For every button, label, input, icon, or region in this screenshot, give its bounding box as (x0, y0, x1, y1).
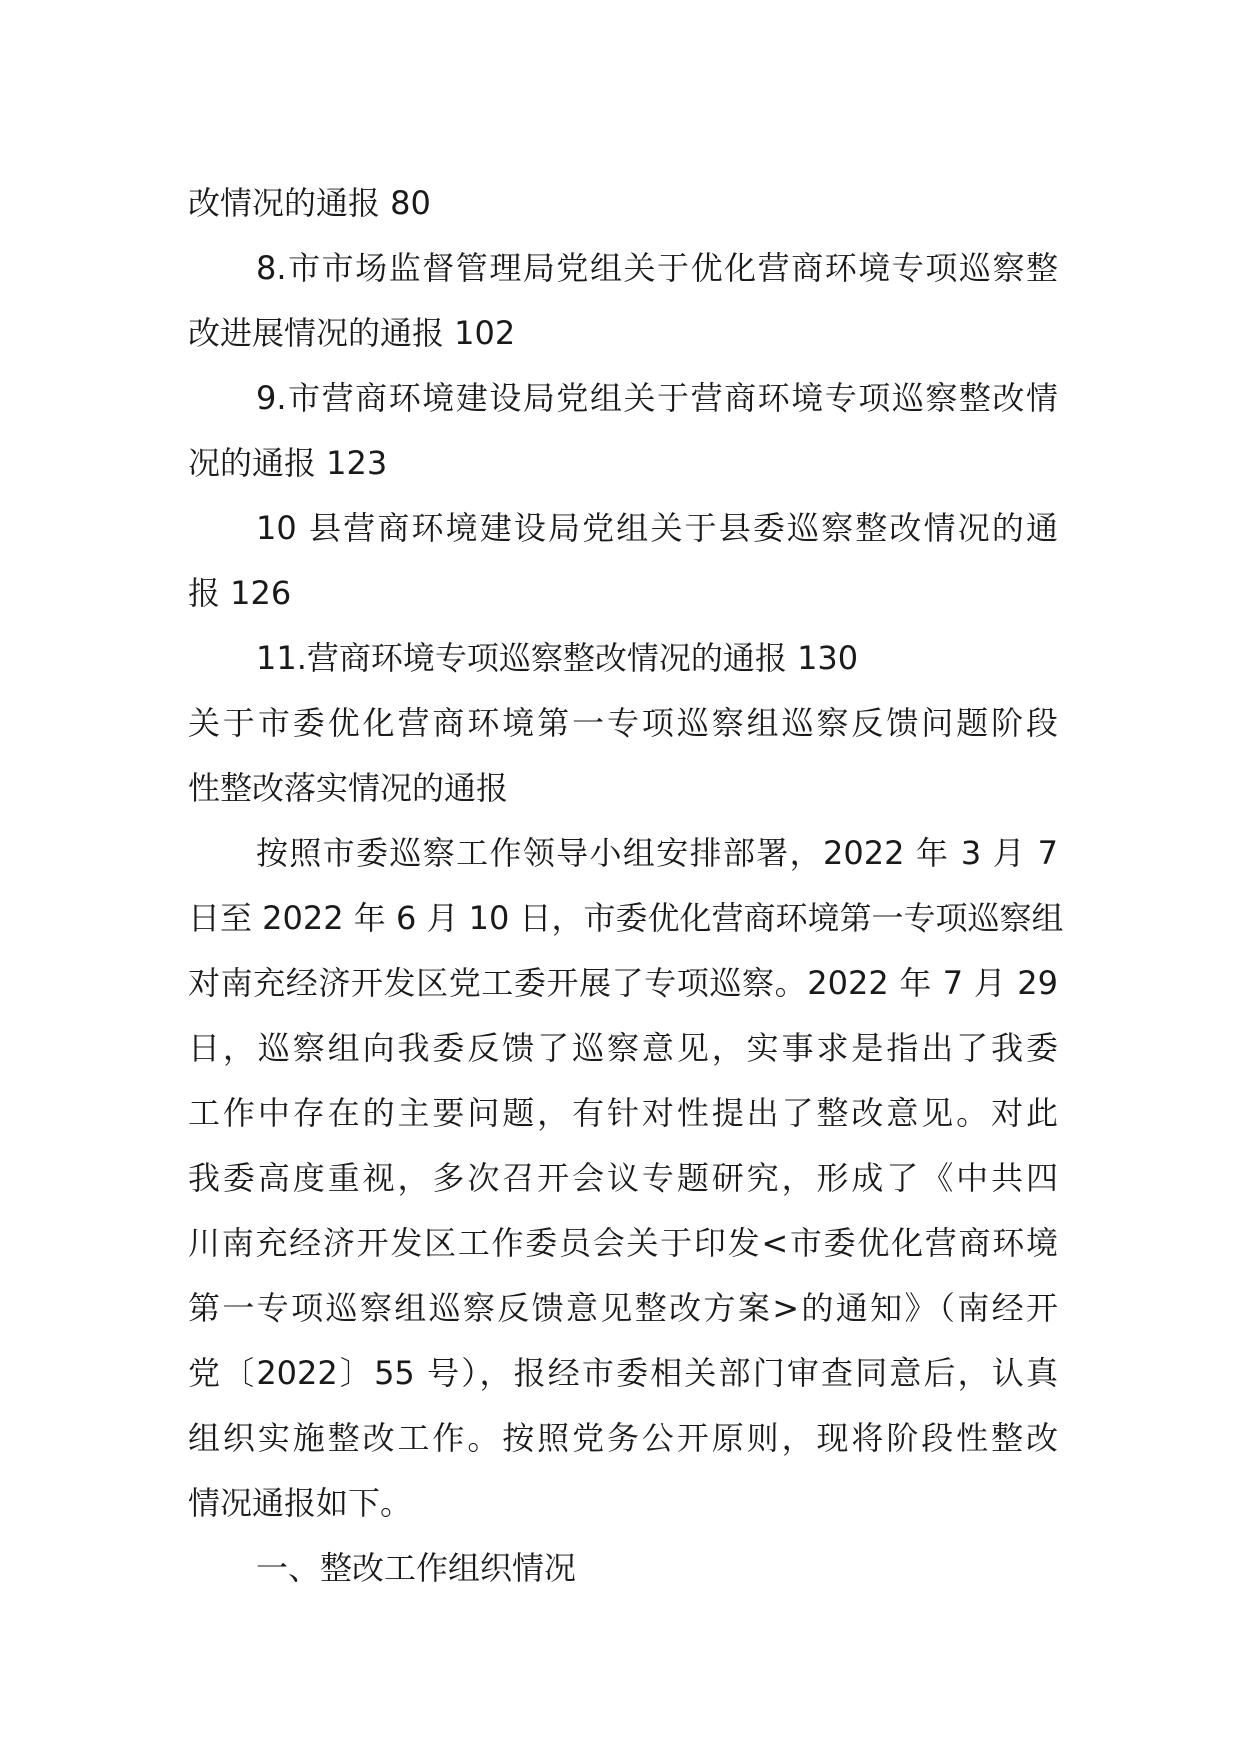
section-heading: 一、整改工作组织情况 (256, 1549, 577, 1587)
toc-line: 10 县营商环境建设局党组关于县委巡察整改情况的通 (256, 509, 1058, 547)
body-line: 工作中存在的主要问题，有针对性提出了整改意见。对此 (188, 1094, 1058, 1132)
body-line: 党〔2022〕55 号），报经市委相关部门审查同意后，认真 (188, 1354, 1058, 1392)
body-line: 日，巡察组向我委反馈了巡察意见，实事求是指出了我委 (188, 1029, 1058, 1067)
document-title: 关于市委优化营商环境第一专项巡察组巡察反馈问题阶段 (188, 704, 1058, 742)
toc-line: 报 126 (188, 574, 292, 612)
toc-line: 改进展情况的通报 102 (188, 314, 516, 352)
body-line: 我委高度重视，多次召开会议专题研究，形成了《中共四 (188, 1159, 1058, 1197)
body-line: 对南充经济开发区党工委开展了专项巡察。2022 年 7 月 29 (188, 964, 1058, 1002)
toc-line: 11.营商环境专项巡察整改情况的通报 130 (256, 639, 859, 677)
document-text (188, 171, 1064, 1601)
toc-line: 9.市营商环境建设局党组关于营商环境专项巡察整改情 (256, 379, 1058, 417)
toc-line: 8.市市场监督管理局党组关于优化营商环境专项巡察整 (256, 249, 1058, 287)
toc-line: 改情况的通报 80 (188, 184, 431, 222)
toc-line: 况的通报 123 (188, 444, 388, 482)
body-line: 情况通报如下。 (188, 1484, 413, 1522)
body-line: 川南充经济开发区工作委员会关于印发<市委优化营商环境 (188, 1224, 1058, 1262)
body-line: 组织实施整改工作。按照党务公开原则，现将阶段性整改 (188, 1419, 1058, 1457)
document-title: 性整改落实情况的通报 (188, 769, 509, 807)
body-line: 按照市委巡察工作领导小组安排部署，2022 年 3 月 7 (256, 834, 1058, 872)
body-line: 日至 2022 年 6 月 10 日，市委优化营商环境第一专项巡察组 (188, 899, 1064, 937)
body-line: 第一专项巡察组巡察反馈意见整改方案>的通知》（南经开 (188, 1289, 1058, 1327)
